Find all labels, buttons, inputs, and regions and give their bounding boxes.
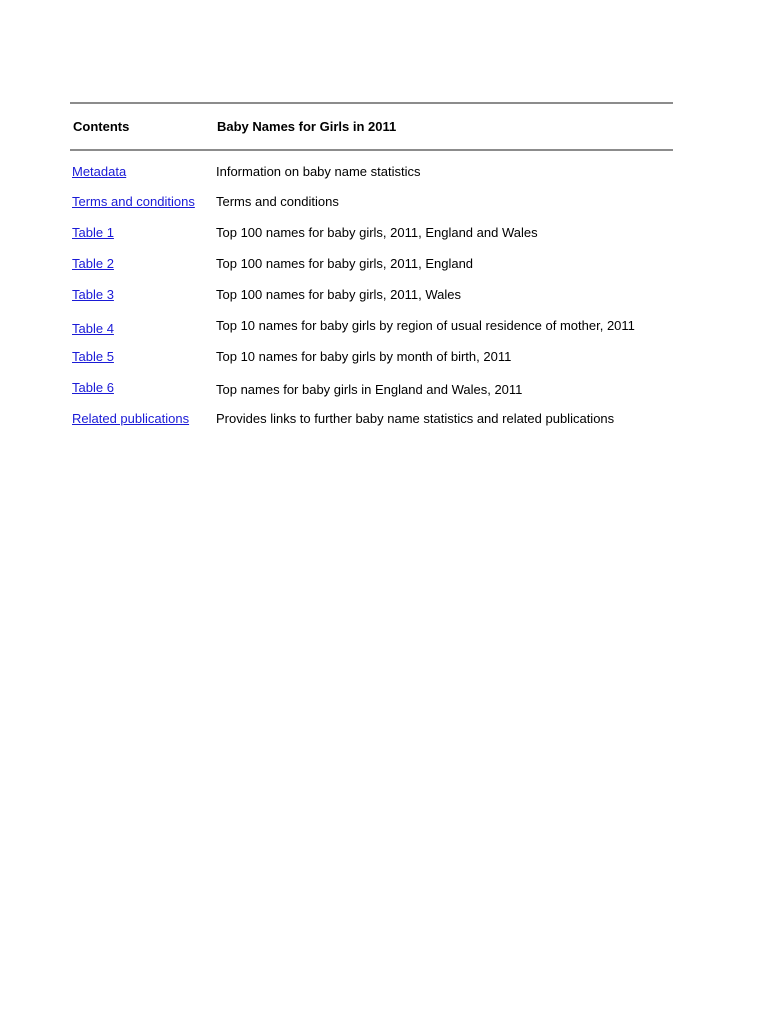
- table-6-link[interactable]: Table 6: [72, 380, 114, 395]
- list-item-table-2: [70, 256, 673, 278]
- row-description: Top 100 names for baby girls, 2011, England: [216, 256, 474, 271]
- contents-list: [70, 151, 673, 481]
- row-description: Terms and conditions: [216, 194, 339, 209]
- row-description: Top 10 names for baby girls by month of birth, 2011: [216, 349, 512, 364]
- contents-sheet: [70, 102, 673, 481]
- row-description: Provides links to further baby name statistics and related publications: [216, 411, 615, 426]
- list-item-table-4: [70, 318, 673, 340]
- list-item-terms: [70, 194, 673, 216]
- row-description: Top 100 names for baby girls, 2011, Wales: [216, 287, 461, 302]
- terms-link[interactable]: Terms and conditions: [72, 194, 195, 209]
- table-1-link[interactable]: Table 1: [72, 225, 114, 240]
- row-description: Top 100 names for baby girls, 2011, England and Wales: [216, 225, 538, 240]
- table-2-link[interactable]: Table 2: [72, 256, 114, 271]
- related-publications-link[interactable]: Related publications: [72, 411, 190, 426]
- metadata-link[interactable]: Metadata: [72, 164, 127, 179]
- contents-heading: Contents: [73, 119, 130, 134]
- list-item-metadata: [70, 164, 673, 186]
- list-item-table-1: [70, 225, 673, 247]
- header-row: [70, 104, 673, 149]
- list-item-table-5: [70, 349, 673, 371]
- list-item-table-6: [70, 380, 673, 402]
- row-description: Information on baby name statistics: [216, 164, 421, 179]
- list-item-table-3: [70, 287, 673, 309]
- row-description: Top names for baby girls in England and Wales, 2011: [216, 382, 523, 397]
- table-4-link[interactable]: Table 4: [72, 321, 114, 336]
- row-description: Top 10 names for baby girls by region of usual residence of mother, 2011: [216, 318, 635, 333]
- page-title: Baby Names for Girls in 2011: [217, 119, 397, 134]
- table-5-link[interactable]: Table 5: [72, 349, 114, 364]
- table-3-link[interactable]: Table 3: [72, 287, 114, 302]
- list-item-related: [70, 411, 673, 433]
